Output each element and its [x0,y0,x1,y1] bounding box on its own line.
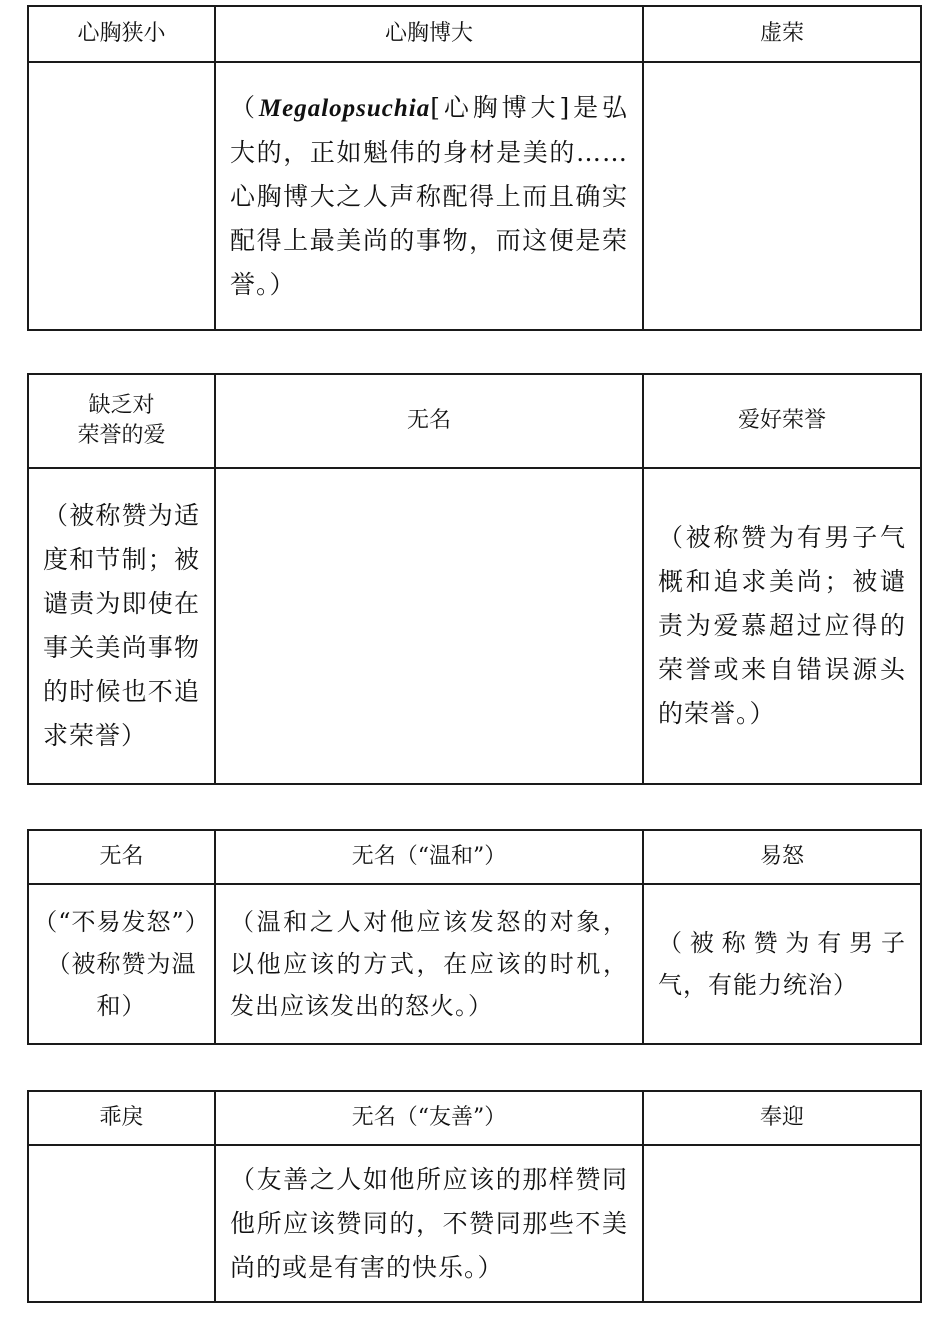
table-header-row [28,374,921,468]
virtue-table-love-of-honour [27,373,922,785]
header-deficiency: 无名 [28,830,215,884]
cell-deficiency [28,62,215,330]
header-excess: 爱好荣誉 [643,374,921,468]
cell-deficiency [28,1145,215,1302]
table-header-row [28,6,921,62]
cell-excess: （被称赞为有男子气概和追求美尚；被谴责为爱慕超过应得的荣誉或来自错误源头的荣誉。） [643,468,921,784]
cell-mean: （温和之人对他应该发怒的对象，以他应该的方式，在应该的时机，发出应该发出的怒火。） [215,884,643,1044]
table-header-row [28,830,921,884]
table-row [28,884,921,1044]
cell-mean [215,62,643,330]
cell-mean [215,468,643,784]
header-deficiency [28,374,215,468]
open-paren: （ [230,92,259,122]
cell-deficiency [28,884,215,1044]
header-excess: 易怒 [643,830,921,884]
cell-deficiency-line: （“不易发怒”） [33,908,210,936]
cell-deficiency: （被称赞为适度和节制；被谴责为即使在事关美尚事物的时候也不追求荣誉） [28,468,215,784]
cell-mean-text: [心胸博大]是弘大的，正如魁伟的身材是美的……心胸博大之人声称配得上而且确实配得上最美尚的事物，而这便是荣誉。） [230,92,628,299]
header-mean: 无名 [215,374,643,468]
table-row [28,468,921,784]
header-deficiency: 乖戾 [28,1091,215,1145]
header-deficiency-line: 荣誉的爱 [77,423,166,448]
cell-mean: （友善之人如他所应该的那样赞同他所应该赞同的，不赞同那些不美尚的或是有害的快乐。） [215,1145,643,1302]
header-excess: 虚荣 [643,6,921,62]
cell-excess [643,62,921,330]
cell-excess [643,1145,921,1302]
greek-term: Megalopsuchia [258,94,431,122]
virtue-table-greatness-of-soul [27,5,922,331]
cell-deficiency-line: （被称赞为温和） [46,950,197,1020]
header-excess: 奉迎 [643,1091,921,1145]
header-deficiency: 心胸狭小 [28,6,215,62]
header-mean: 无名（“温和”） [215,830,643,884]
header-mean: 心胸博大 [215,6,643,62]
header-deficiency-line: 缺乏对 [88,393,155,418]
table-row [28,1145,921,1302]
virtue-table-friendliness [27,1090,922,1303]
table-row [28,62,921,330]
header-mean: 无名（“友善”） [215,1091,643,1145]
table-header-row [28,1091,921,1145]
virtue-table-mildness [27,829,922,1045]
cell-excess: （被称赞为有男子气，有能力统治） [643,884,921,1044]
